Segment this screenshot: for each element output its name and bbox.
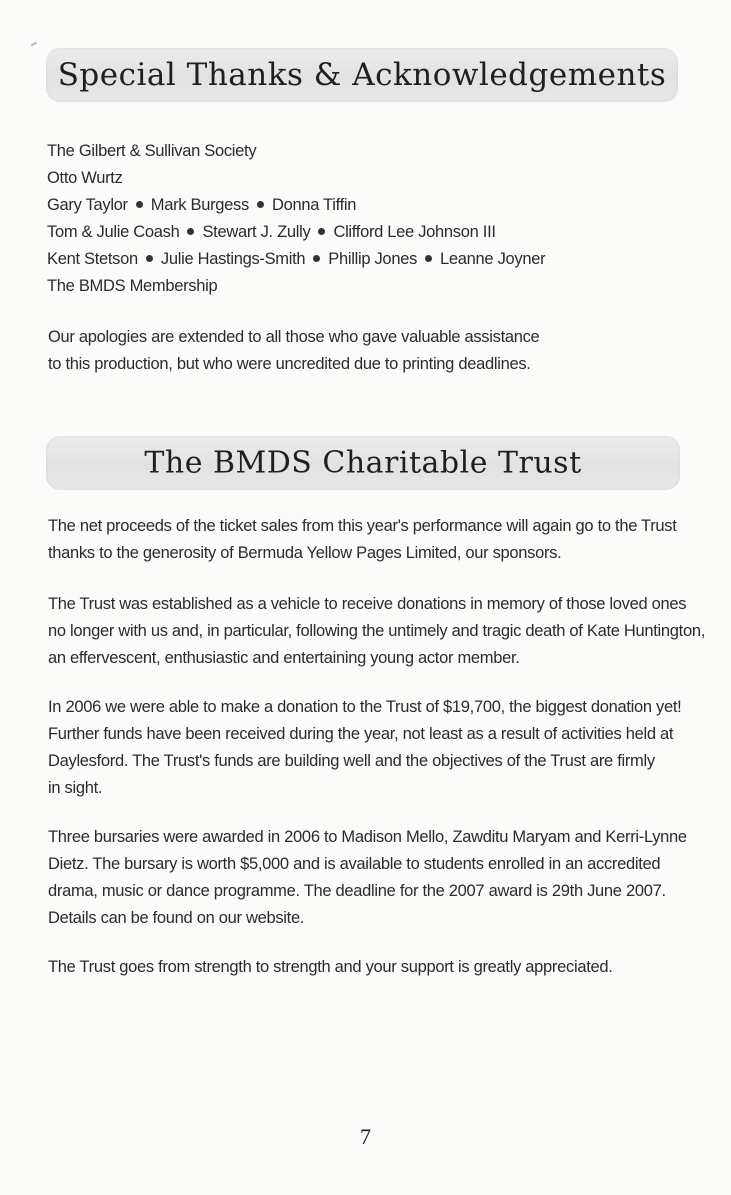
acknowledged-name: Phillip Jones [328,250,418,268]
trust-paragraph-support [48,954,688,981]
acknowledgement-line [47,192,545,219]
trust-paragraph-proceeds [48,513,688,567]
bullet-separator-icon [257,201,264,208]
acknowledged-name: Clifford Lee Johnson III [333,223,496,241]
acknowledgement-line [47,165,545,192]
acknowledged-name: Stewart J. Zully [202,223,311,241]
apology-line: to this production, but who were uncredited due to printing deadlines. [48,355,531,373]
bullet-separator-icon [136,201,143,208]
acknowledged-name: Donna Tiffin [271,196,357,214]
bullet-separator-icon [187,228,194,235]
bullet-separator-icon [318,228,325,235]
acknowledged-name: Julie Hastings-Smith [160,250,306,268]
paragraph-line: thanks to the generosity of Bermuda Yellow Pages Limited, our sponsors. [48,544,562,562]
trust-heading-band [46,436,680,490]
apology-paragraph [48,324,688,378]
paragraph-line: In 2006 we were able to make a donation to the Trust of $19,700, the biggest donation yet! [48,698,682,716]
trust-paragraph-donation [48,694,688,802]
paragraph-line: Dietz. The bursary is worth $5,000 and is available to students enrolled in an accredited [48,855,661,873]
acknowledged-name: Leanne Joyner [440,250,546,268]
trust-paragraph-bursaries [48,824,688,932]
acknowledgement-line [47,246,545,273]
scan-speck [31,42,37,47]
paragraph-line: drama, music or dance programme. The deadline for the 2007 award is 29th June 2007. [48,882,666,900]
acknowledgement-line [47,219,545,246]
acknowledgement-line [47,273,545,300]
paragraph-line: The net proceeds of the ticket sales from this year's performance will again go to the Trust [48,517,677,535]
acknowledgements-heading: Special Thanks & Acknowledgements [57,57,667,93]
acknowledgements-list [47,138,545,300]
acknowledgement-line [47,138,545,165]
acknowledged-name: The BMDS Membership [47,277,218,295]
acknowledged-name: Tom & Julie Coash [47,223,180,241]
paragraph-line: The Trust goes from strength to strength and your support is greatly appreciated. [48,958,613,976]
acknowledgements-heading-band [46,48,678,102]
paragraph-line: no longer with us and, in particular, following the untimely and tragic death of Kate Huntington, [48,622,705,640]
paragraph-line: The Trust was established as a vehicle to receive donations in memory of those loved ones [48,595,687,613]
acknowledged-name: Kent Stetson [47,250,138,268]
paragraph-line: Daylesford. The Trust's funds are building well and the objectives of the Trust are firmly [48,752,655,770]
bullet-separator-icon [425,255,432,262]
acknowledged-name: The Gilbert & Sullivan Society [47,142,257,160]
acknowledged-name: Gary Taylor [47,196,128,214]
trust-paragraph-history [48,591,705,672]
paragraph-line: an effervescent, enthusiastic and entertaining young actor member. [48,649,520,667]
paragraph-line: Details can be found on our website. [48,909,305,927]
page-number: 7 [360,1124,371,1149]
paragraph-line: in sight. [48,779,103,797]
acknowledged-name: Otto Wurtz [47,169,123,187]
paragraph-line: Three bursaries were awarded in 2006 to Madison Mello, Zawditu Maryam and Kerri-Lynne [48,828,687,846]
bullet-separator-icon [146,255,153,262]
trust-heading: The BMDS Charitable Trust [144,445,582,481]
paragraph-line: Further funds have been received during the year, not least as a result of activities held at [48,725,674,743]
bullet-separator-icon [313,255,320,262]
acknowledged-name: Mark Burgess [150,196,249,214]
apology-line: Our apologies are extended to all those who gave valuable assistance [48,328,540,346]
